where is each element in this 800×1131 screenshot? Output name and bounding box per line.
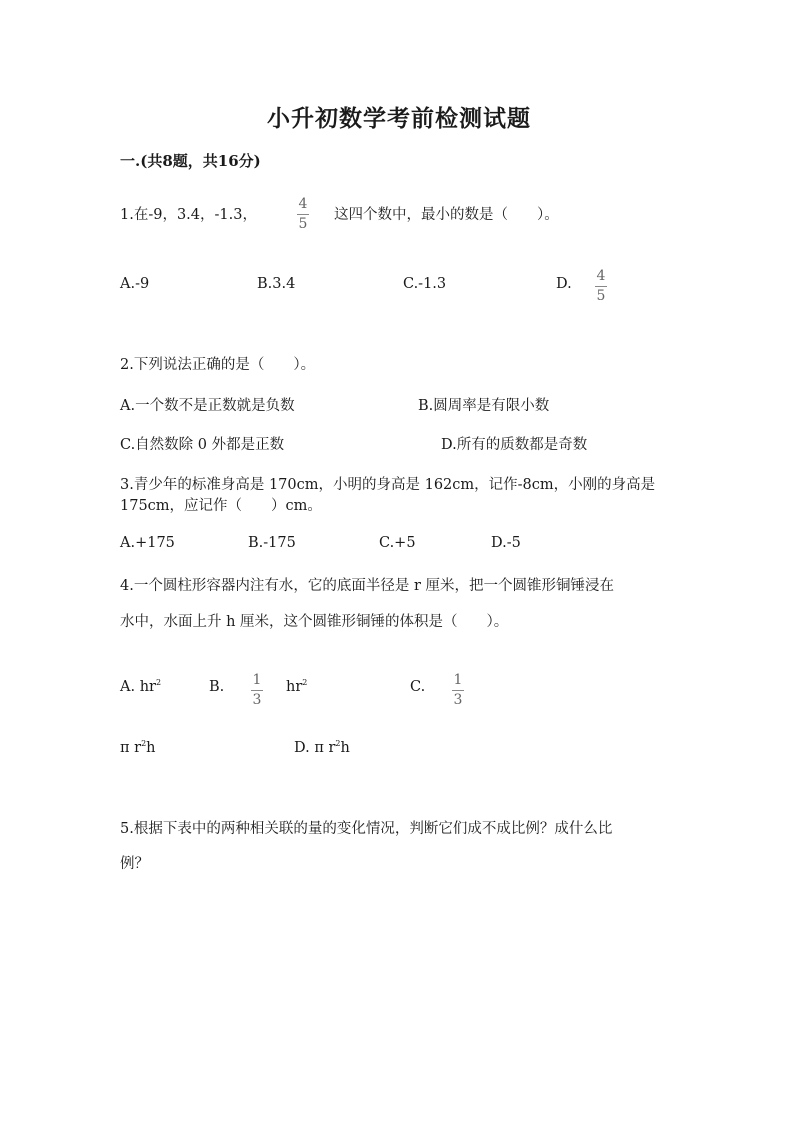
q2-option-d: D.所有的质数都是奇数 <box>441 437 588 453</box>
q4-option-b-denominator: 3 <box>252 692 262 708</box>
q4-option-c-pir: π r <box>120 740 142 756</box>
q2-option-c: C.自然数除 0 外都是正数 <box>120 437 285 453</box>
q4-option-d-h: h <box>340 740 350 756</box>
q4-stem-line1: 4.一个圆柱形容器内注有水，它的底面半径是 r 厘米，把一个圆锥形铜锤浸在 <box>120 578 614 594</box>
q3-option-b: B.-175 <box>248 535 296 551</box>
fraction-bar <box>452 690 464 691</box>
q1-stem-start: 1.在-9，3.4，-1.3， <box>120 207 257 223</box>
q4-option-d <box>294 740 350 756</box>
q1-option-b: B.3.4 <box>257 276 296 292</box>
q3-option-d: D.-5 <box>491 535 521 551</box>
q2-stem: 2.下列说法正确的是（ ）。 <box>120 357 316 373</box>
q1-fraction-denominator: 5 <box>298 216 308 232</box>
q1-option-c: C.-1.3 <box>403 276 447 292</box>
q2-option-a: A.一个数不是正数就是负数 <box>120 398 295 414</box>
q1-fraction <box>297 197 309 232</box>
q5-stem-line2: 例？ <box>120 856 149 872</box>
q4-option-a-text: A. hr <box>120 679 156 695</box>
q4-option-c-denominator: 3 <box>453 692 463 708</box>
q4-option-c-fraction <box>452 673 464 708</box>
q1-fraction-numerator: 4 <box>298 196 308 212</box>
q4-option-c-h: h <box>146 740 156 756</box>
q4-stem-line2: 水中，水面上升 h 厘米，这个圆锥形铜锤的体积是（ ）。 <box>120 614 509 630</box>
q4-option-a <box>120 679 161 695</box>
q4-option-a-exponent: 2 <box>155 678 162 688</box>
q4-option-c-continuation <box>120 740 156 756</box>
q1-option-d-numerator: 4 <box>596 268 606 284</box>
fraction-bar <box>595 286 607 287</box>
q4-option-d-exponent: 2 <box>335 739 341 749</box>
section-heading: 一.(共8题，共16分) <box>120 152 261 170</box>
q3-stem-line1: 3.青少年的标准身高是 170cm，小明的身高是 162cm，记作-8cm，小刚的身高是 <box>120 477 656 493</box>
q4-option-c-label: C. <box>410 679 426 695</box>
q4-option-b-text <box>286 679 307 695</box>
q4-option-c-exponent: 2 <box>141 739 147 749</box>
page-title: 小升初数学考前检测试题 <box>267 105 531 132</box>
q4-option-d-pir: D. π r <box>294 740 336 756</box>
q4-option-b-exponent: 2 <box>302 678 308 688</box>
q1-option-d-fraction <box>595 269 607 304</box>
q3-stem-line2: 175cm，应记作（ ）cm。 <box>120 498 322 514</box>
q1-option-d: D. <box>556 276 572 292</box>
q4-option-b-numerator: 1 <box>252 672 262 688</box>
fraction-bar <box>251 690 263 691</box>
q4-option-b-label: B. <box>209 679 225 695</box>
q5-stem-line1: 5.根据下表中的两种相关联的量的变化情况，判断它们成不成比例？成什么比 <box>120 821 613 837</box>
fraction-bar <box>297 214 309 215</box>
q1-option-a: A.-9 <box>120 276 150 292</box>
q4-option-b-fraction <box>251 673 263 708</box>
q1-stem-end: 这四个数中，最小的数是（ ）。 <box>334 207 559 223</box>
q4-option-b-hr: hr <box>286 679 303 695</box>
q4-option-c-numerator: 1 <box>453 672 463 688</box>
q3-option-a: A.+175 <box>120 535 175 551</box>
q1-option-d-denominator: 5 <box>596 288 606 304</box>
q3-option-c: C.+5 <box>379 535 416 551</box>
q2-option-b: B.圆周率是有限小数 <box>418 398 550 414</box>
